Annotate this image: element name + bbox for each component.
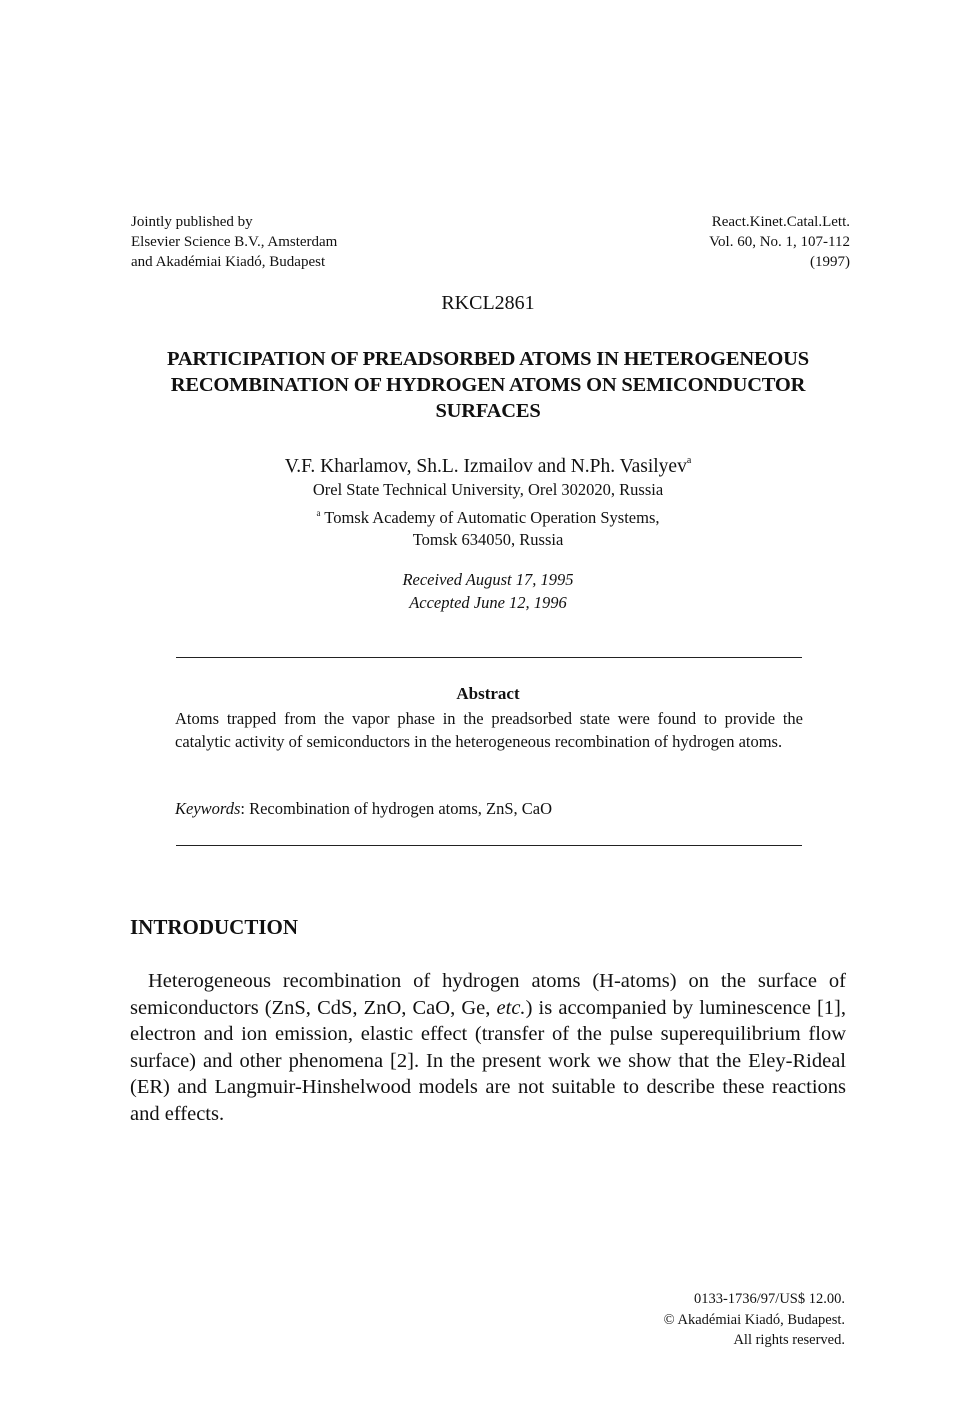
section-heading-introduction: INTRODUCTION bbox=[130, 915, 299, 939]
affiliation-line: Tomsk 634050, Russia bbox=[412, 530, 564, 549]
author-names: V.F. Kharlamov, Sh.L. Izmailov and N.Ph. Vasilyev bbox=[284, 456, 687, 477]
article-id: RKCL2861 bbox=[441, 292, 535, 314]
copyright-line: 0133-1736/97/US$ 12.00. bbox=[693, 1291, 845, 1307]
keywords-text: : Recombination of hydrogen atoms, ZnS, CaO bbox=[240, 799, 553, 818]
intro-text-part: Heterogeneous recombination of hydrogen atoms (H-atoms) on the surface of semiconductors (ZnS, CdS, ZnO, CaO, Ge, bbox=[130, 970, 846, 1019]
publisher-line: and Akadémiai Kiadó, Budapest bbox=[131, 254, 326, 270]
authors bbox=[0, 455, 976, 478]
journal-citation bbox=[709, 212, 850, 272]
journal-line: React.Kinet.Catal.Lett. bbox=[711, 214, 850, 230]
author-superscript: a bbox=[686, 455, 692, 466]
introduction-paragraph bbox=[130, 968, 846, 1127]
keywords bbox=[175, 799, 803, 819]
divider-bottom bbox=[176, 845, 802, 846]
title-line: PARTICIPATION OF PREADSORBED ATOMS IN HETEROGENEOUS bbox=[167, 348, 809, 370]
intro-text-part: ) is accompanied by luminescence [1], electron and ion emission, elastic effect (transfer of the pulse superequilibrium flow surface) and other phenomena [2]. In the present work we show that the Eley-Rideal (ER) and Langmuir-Hinshelwood models are not suitable to describe these reactions and effects. bbox=[130, 996, 846, 1125]
intro-italic: etc. bbox=[496, 996, 526, 1019]
publisher-line: Jointly published by bbox=[131, 214, 253, 230]
affiliation-line: Orel State Technical University, Orel 302020, Russia bbox=[312, 480, 664, 499]
journal-line: (1997) bbox=[810, 254, 850, 270]
copyright-line: © Akadémiai Kiadó, Budapest. bbox=[663, 1311, 845, 1328]
paper-title bbox=[110, 346, 866, 424]
abstract-heading: Abstract bbox=[456, 684, 520, 703]
divider-top bbox=[176, 657, 802, 658]
article-dates bbox=[0, 568, 976, 614]
copyright-notice bbox=[664, 1289, 845, 1351]
received-date: Received August 17, 1995 bbox=[402, 570, 574, 589]
keywords-label: Keywords bbox=[175, 799, 241, 818]
title-line: SURFACES bbox=[435, 400, 541, 422]
affiliation-text: Tomsk Academy of Automatic Operation Systems, bbox=[320, 507, 660, 527]
affiliation-line bbox=[0, 502, 976, 530]
journal-line: Vol. 60, No. 1, 107-112 bbox=[709, 234, 850, 250]
abstract-text: Atoms trapped from the vapor phase in the preadsorbed state were found to provide the catalytic activity of semiconductors in the heterogeneous recombination of hydrogen atoms. bbox=[175, 709, 803, 751]
affiliation-superscript: a bbox=[316, 507, 321, 518]
accepted-date: Accepted June 12, 1996 bbox=[409, 593, 567, 612]
title-line: RECOMBINATION OF HYDROGEN ATOMS ON SEMICONDUCTOR bbox=[170, 374, 806, 396]
publisher-line: Elsevier Science B.V., Amsterdam bbox=[131, 234, 338, 250]
copyright-line: All rights reserved. bbox=[733, 1332, 845, 1348]
publisher-info bbox=[131, 212, 337, 272]
affiliations bbox=[0, 479, 976, 552]
